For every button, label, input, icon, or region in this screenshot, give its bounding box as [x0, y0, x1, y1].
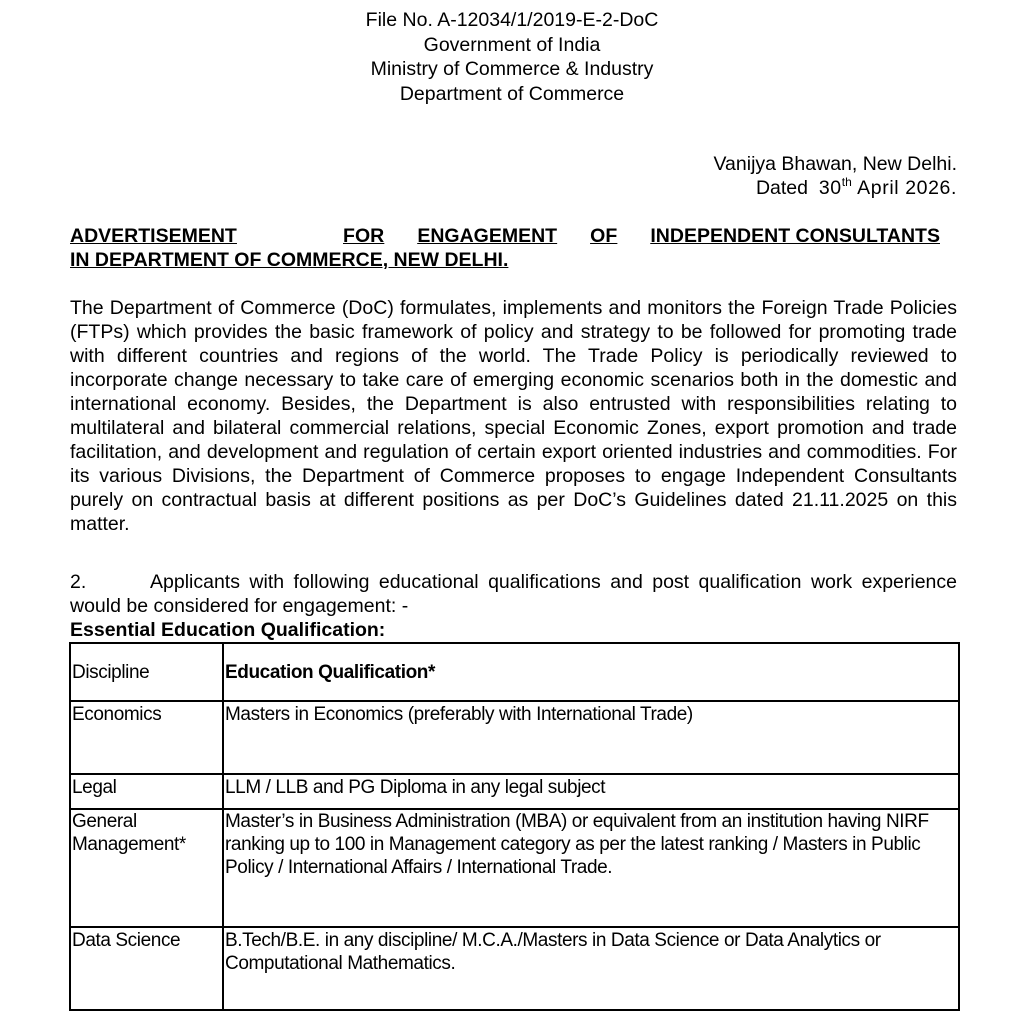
- date-rest: April 2026.: [857, 177, 957, 199]
- date-day: 30: [818, 177, 842, 199]
- header-education-qualification: Education Qualification*: [223, 643, 959, 701]
- place-and-date: [713, 152, 957, 200]
- title-word: FOR: [343, 225, 385, 247]
- paragraph-2: [70, 570, 957, 618]
- qualification-cell: Master’s in Business Administration (MBA) or equivalent from an institution having NIRF ranking up to 100 in Management category as per the latest ranking / Masters in Public Policy / International Affairs / International Trade.: [223, 809, 959, 927]
- discipline-cell: General Management*: [70, 809, 223, 927]
- table-row: [70, 701, 959, 774]
- qualification-cell: LLM / LLB and PG Diploma in any legal subject: [223, 774, 959, 809]
- place-location: Vanijya Bhawan, New Delhi.: [713, 153, 957, 175]
- title-word: OF: [590, 225, 618, 247]
- intro-paragraph: The Department of Commerce (DoC) formulates, implements and monitors the Foreign Trade Policies (FTPs) which provides the basic framework of policy and strategy to be followed for promoting trade with different countries and regions of the world. The Trade Policy is periodically reviewed to incorporate change necessary to take care of emerging economic scenarios both in the domestic and international economy. Besides, the Department is also entrusted with responsibilities relating to multilateral and bilateral commercial relations, special Economic Zones, export promotion and trade facilitation, and development and regulation of certain export oriented industries and commodities. For its various Divisions, the Department of Commerce proposes to engage Independent Consultants purely on contractual basis at different positions as per DoC’s Guidelines dated 21.11.2025 on this matter.: [70, 297, 957, 535]
- title-line-2: IN DEPARTMENT OF COMMERCE, NEW DELHI.: [70, 249, 509, 271]
- title-line-1: [70, 224, 940, 248]
- table-header-row: [70, 643, 959, 701]
- section-heading: Essential Education Qualification:: [70, 619, 386, 641]
- qualification-cell: Masters in Economics (preferably with International Trade): [223, 701, 959, 774]
- document-date: [713, 176, 957, 200]
- qualification-cell: B.Tech/B.E. in any discipline/ M.C.A./Masters in Data Science or Data Analytics or Computational Mathematics.: [223, 927, 959, 1010]
- table-row: [70, 927, 959, 1010]
- title-word: INDEPENDENT CONSULTANTS: [650, 225, 940, 247]
- department-name: Department of Commerce: [399, 82, 625, 105]
- document-header: [0, 8, 1024, 106]
- header-discipline: Discipline: [70, 643, 223, 701]
- discipline-cell: Legal: [70, 774, 223, 809]
- government-name: Government of India: [423, 33, 601, 56]
- file-number: File No. A-12034/1/2019-E-2-DoC: [365, 9, 659, 31]
- discipline-cell: Economics: [70, 701, 223, 774]
- paragraph-number: 2.: [70, 571, 87, 593]
- qualification-table: [69, 642, 960, 1011]
- advertisement-title: [70, 224, 940, 272]
- date-suffix: th: [841, 174, 852, 189]
- paragraph-2-text: Applicants with following educational qualifications and post qualification work experience would be considered for engagement: -: [70, 571, 957, 617]
- ministry-name: Ministry of Commerce & Industry: [370, 58, 654, 80]
- dated-label: Dated: [755, 177, 808, 199]
- table-row: [70, 774, 959, 809]
- title-word: ENGAGEMENT: [417, 225, 558, 247]
- title-word: ADVERTISEMENT: [70, 225, 237, 247]
- table-row: [70, 809, 959, 927]
- discipline-cell: Data Science: [70, 927, 223, 1010]
